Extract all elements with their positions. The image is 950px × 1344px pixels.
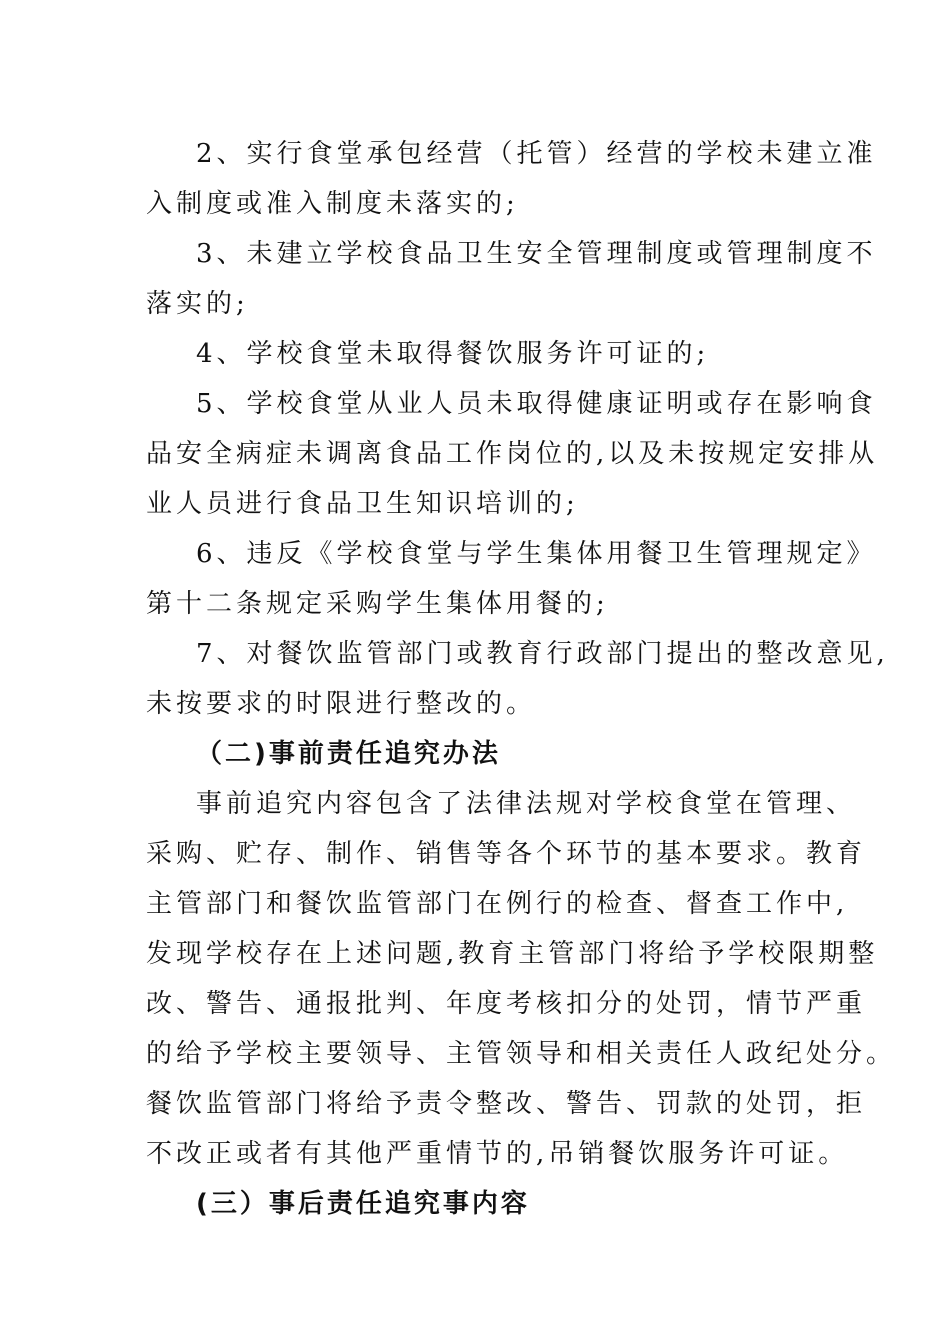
list-item-3: 3、未建立学校食品卫生安全管理制度或管理制度不 bbox=[196, 239, 877, 269]
paragraph-line-5: 改、警告、通报批判、年度考核扣分的处罚，情节严重 bbox=[146, 989, 867, 1019]
list-item-7: 7、对餐饮监管部门或教育行政部门提出的整改意见, bbox=[196, 639, 889, 669]
list-item-2: 2、实行食堂承包经营（托管）经营的学校未建立准 bbox=[196, 139, 877, 169]
paragraph-line-4: 发现学校存在上述问题,教育主管部门将给予学校限期整 bbox=[146, 939, 879, 969]
list-item-4: 4、学校食堂未取得餐饮服务许可证的; bbox=[196, 339, 710, 369]
section-heading-2: （二)事前责任追究办法 bbox=[196, 739, 501, 769]
paragraph-line-3: 主管部门和餐饮监管部门在例行的检查、督查工作中, bbox=[146, 889, 849, 919]
section-heading-3: (三）事后责任追究事内容 bbox=[196, 1189, 530, 1219]
list-item-5-continuation-1: 品安全病症未调离食品工作岗位的,以及未按规定安排从 bbox=[146, 439, 879, 469]
list-item-5: 5、学校食堂从业人员未取得健康证明或存在影响食 bbox=[196, 389, 877, 419]
list-item-3-continuation: 落实的; bbox=[146, 289, 249, 319]
paragraph-line-6: 的给予学校主要领导、主管领导和相关责任人政纪处分。 bbox=[146, 1039, 897, 1069]
paragraph-line-7: 餐饮监管部门将给予责令整改、警告、罚款的处罚，拒 bbox=[146, 1089, 867, 1119]
list-item-6-continuation: 第十二条规定采购学生集体用餐的; bbox=[146, 589, 609, 619]
paragraph-line-1: 事前追究内容包含了法律法规对学校食堂在管理、 bbox=[196, 789, 857, 819]
paragraph-line-2: 采购、贮存、制作、销售等各个环节的基本要求。教育 bbox=[146, 839, 867, 869]
list-item-5-continuation-2: 业人员进行食品卫生知识培训的; bbox=[146, 489, 579, 519]
list-item-7-continuation: 未按要求的时限进行整改的。 bbox=[146, 689, 537, 719]
paragraph-line-8: 不改正或者有其他严重情节的,吊销餐饮服务许可证。 bbox=[146, 1139, 849, 1169]
list-item-6: 6、违反《学校食堂与学生集体用餐卫生管理规定》 bbox=[196, 539, 877, 569]
list-item-2-continuation: 入制度或准入制度未落实的; bbox=[146, 189, 519, 219]
